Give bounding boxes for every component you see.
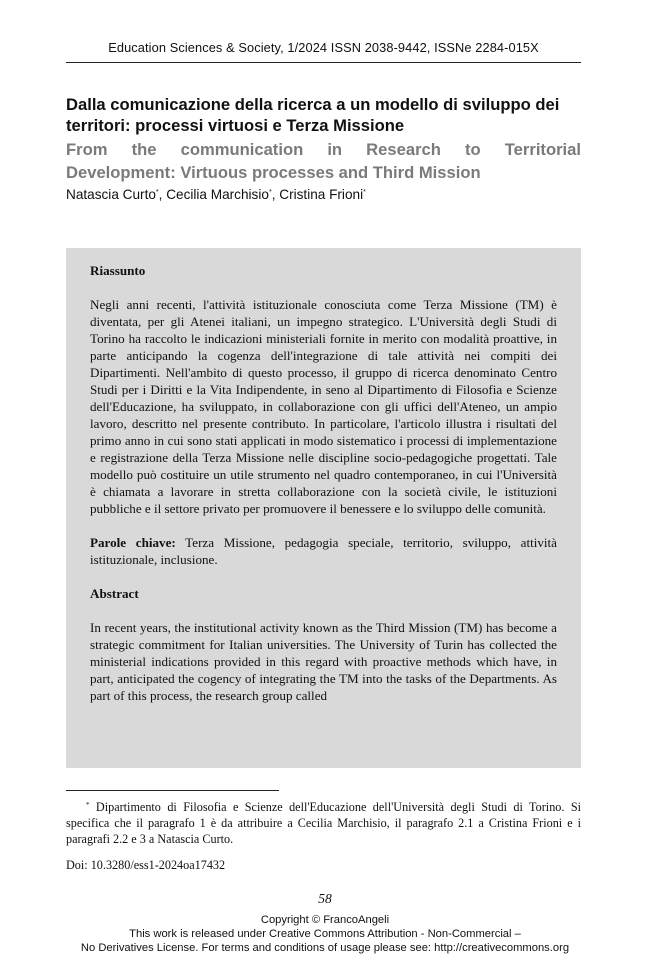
abstract-heading: Abstract: [90, 586, 139, 601]
english-title-line-1: From the communication in Research to Territorial: [66, 140, 581, 159]
footnote: [66, 797, 581, 847]
abstract-box: [66, 248, 581, 768]
english-title-line-2: Development: Virtuous processes and Third Mission: [66, 163, 481, 182]
title-block: [66, 94, 581, 204]
authors-line: [66, 184, 581, 204]
riassunto-heading: Riassunto: [90, 263, 146, 278]
footnote-divider: [66, 790, 279, 791]
author-footnote-mark: *: [363, 189, 366, 196]
footnote-mark: *: [86, 801, 90, 809]
english-title: [66, 138, 581, 184]
author-footnote-mark: *: [155, 189, 159, 196]
abstract-text: In recent years, the institutional activity known as the Third Mission (TM) has become a strategic commitment for Italian universities. The University of Turin has collected the ministerial indications provided in this regard with proactive methods which have, in part, anticipated the cogency of integrating the TM into the tasks of the Departments. As part of this process, the research group called: [90, 620, 557, 703]
author-name: Cecilia Marchisio: [166, 187, 269, 202]
copyright-line: Copyright © FrancoAngeli: [260, 914, 390, 926]
license-notice: [0, 913, 650, 955]
italian-title: Dalla comunicazione della ricerca a un modello di sviluppo dei territori: processi virtuosi e Terza Missione: [66, 95, 560, 135]
page-number: 58: [318, 891, 332, 906]
abstract-content: [66, 248, 581, 704]
journal-header: Education Sciences & Society, 1/2024 ISSN 2038-9442, ISSNe 2284-015X: [108, 40, 539, 55]
author-name: Cristina Frioni: [279, 187, 364, 202]
doi: Doi: 10.3280/ess1-2024oa17432: [66, 858, 226, 872]
header-divider: [66, 62, 581, 63]
author-separator: ,: [158, 187, 167, 202]
author-name: Natascia Curto: [66, 187, 156, 202]
license-terms-line: No Derivatives License. For terms and conditions of usage please see: http://creativecommons.org: [80, 942, 570, 954]
footnote-text: Dipartimento di Filosofia e Scienze dell'Educazione dell'Università degli Studi di Torino. Si specifica che il paragrafo 1 è da attribuire a Cecilia Marchisio, il paragrafo 2.1 a Cristina Frioni e i paragrafi 2.2 e 3 a Natascia Curto.: [66, 800, 582, 846]
author-footnote-mark: *: [268, 189, 272, 196]
keywords-paragraph: [90, 534, 557, 568]
keywords-label: Parole chiave:: [90, 535, 176, 550]
license-line: This work is released under Creative Commons Attribution - Non-Commercial –: [129, 928, 521, 940]
riassunto-text: Negli anni recenti, l'attività istituzionale conosciuta come Terza Missione (TM) è diventata, per gli Atenei italiani, un impegno strategico. L'Università degli Studi di Torino ha raccolto le indicazioni ministeriali fornite in merito con modalità proattive, in parte anticipando la cogenza dell'integrazione di tale attività nei compiti dei Dipartimenti. Nell'ambito di questo processo, il gruppo di ricerca denominato Centro Studi per i Diritti e la Vita Indipendente, in seno al Dipartimento di Filosofia e Scienze dell'Educazione, ha sviluppato, in collaborazione con gli uffici dell'Ateneo, un ampio lavoro, descritto nel presente contributo. In particolare, l'articolo illustra i risultati del primo anno in cui sono stati applicati in modo sistematico i processi di implementazione e registrazione della Terza Missione nelle discipline socio-pedagogiche progettati. Tale modello può costituire un utile strumento nel quadro contemporaneo, in cui l'Università è chiamata a lavorare in stretta collaborazione con la società civile, le istituzioni pubbliche e il settore privato per promuovere il benessere e lo sviluppo delle comunità.: [90, 297, 557, 516]
author-separator: ,: [271, 187, 280, 202]
keywords-text: Terza Missione, pedagogia speciale, territorio, sviluppo, attività istituzionale, inclusione.: [90, 535, 557, 567]
